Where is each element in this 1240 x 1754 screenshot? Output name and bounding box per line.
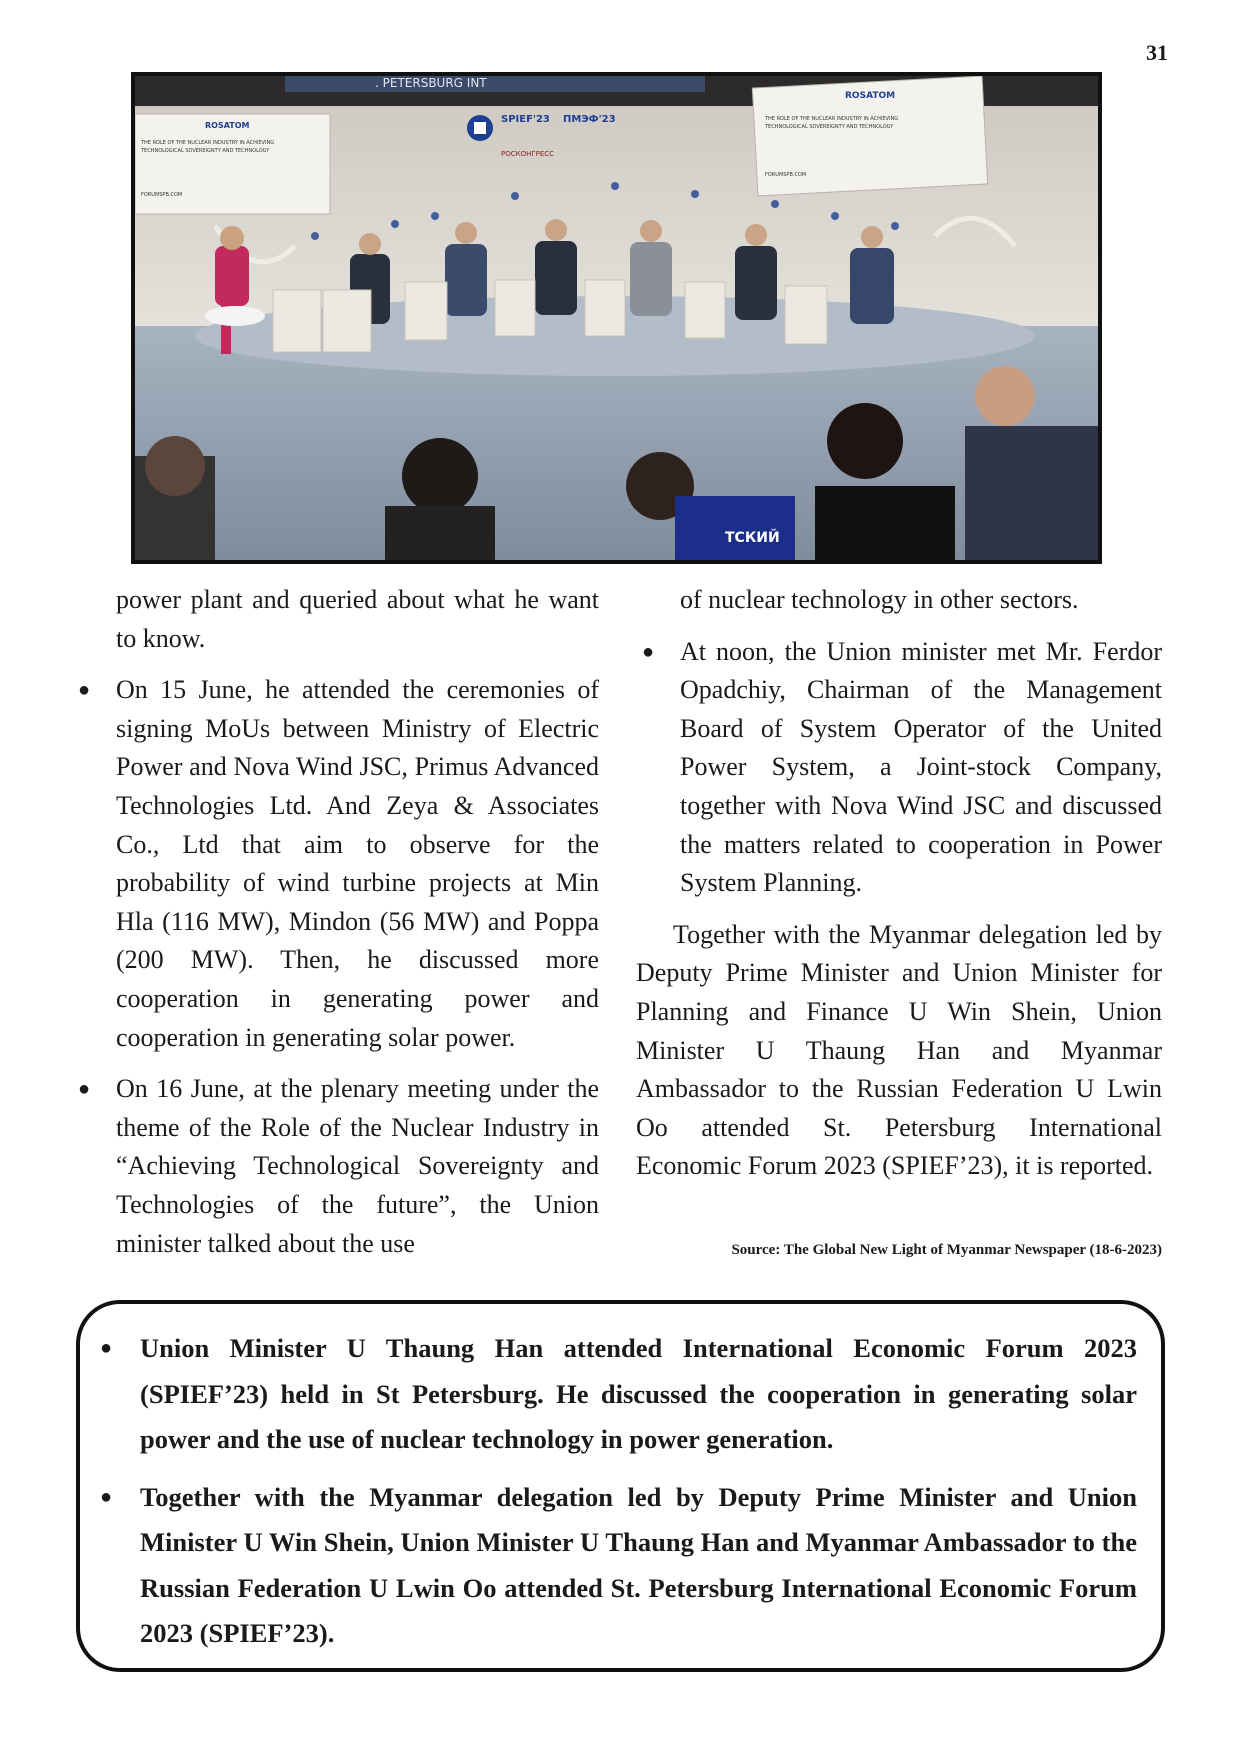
- left-screen: [135, 114, 330, 214]
- left-continuation-text: power plant and queried about what he want to know.: [116, 585, 599, 653]
- bullet-text: On 15 June, he attended the ceremonies of signing MoUs between Ministry of Electric Power and Nova Wind JSC, Primus Advanced Technologies Ltd. And Zeya & Associates Co., Ltd that aim to observe for the probability of wind turbine projects at Min Hla (116 MW), Mindon (56 MW) and Poppa (200 MW). Then, he discussed more cooperation in generating power and cooperation in generating solar power.: [116, 675, 599, 1052]
- source-citation: Source: The Global New Light of Myanmar Newspaper (18-6-2023): [731, 1242, 1162, 1258]
- right-column: [636, 581, 1162, 1186]
- bullet-dot-icon: ●: [78, 1078, 91, 1101]
- svg-text:THE ROLE OF THE NUCLEAR INDUST: THE ROLE OF THE NUCLEAR INDUSTRY IN ACHIEVING: [765, 116, 899, 122]
- panel-discussion-image: [135, 76, 1098, 560]
- svg-text:ROSATOM: ROSATOM: [845, 91, 896, 101]
- left-column: [72, 581, 599, 1263]
- summary-item: [80, 1475, 1137, 1657]
- svg-text:FORUMSPB.COM: FORUMSPB.COM: [765, 172, 807, 178]
- bullet-item: [72, 1070, 599, 1263]
- podium-sign: ТСКИЙ: [725, 530, 780, 546]
- forum-photo: [131, 72, 1102, 564]
- svg-text:TECHNOLOGICAL SOVEREIGNTY AND: TECHNOLOGICAL SOVEREIGNTY AND TECHNOLOGY: [141, 148, 270, 154]
- summary-item: [80, 1326, 1137, 1463]
- summary-box: [76, 1300, 1165, 1672]
- bullet-dot-icon: ●: [78, 679, 91, 702]
- bullet-dot-icon: ●: [100, 1485, 113, 1508]
- bullet-text: At noon, the Union minister met Mr. Ferdor Opadchiy, Chairman of the Management Board of System Operator of the United Power System, a Joint-stock Company, together with Nova Wind JSC and discussed the matters related to cooperation in Power System Planning.: [680, 636, 1162, 898]
- body-paragraph: Together with the Myanmar delegation led by Deputy Prime Minister and Union Minister for Planning and Finance U Win Shein, Union Minister U Thaung Han and Myanmar Ambassador to the Russian Federation U Lwin Oo attended St. Petersburg International Economic Forum 2023 (SPIEF’23), it is reported.: [636, 919, 1162, 1181]
- summary-text: Together with the Myanmar delegation led by Deputy Prime Minister and Union Minister U Win Shein, Union Minister U Thaung Han and Myanmar Ambassador to the Russian Federation U Lwin Oo attended St. Petersburg International Economic Forum 2023 (SPIEF’23).: [140, 1481, 1137, 1648]
- svg-text:THE ROLE OF THE NUCLEAR INDUST: THE ROLE OF THE NUCLEAR INDUSTRY IN ACHIEVING: [141, 140, 275, 146]
- svg-text:ROSATOM: ROSATOM: [205, 121, 250, 130]
- svg-text:ПМЭФ'23: ПМЭФ'23: [563, 114, 616, 125]
- summary-text: Union Minister U Thaung Han attended International Economic Forum 2023 (SPIEF’23) held in St Petersburg. He discussed the cooperation in generating solar power and the use of nuclear technology in power generation.: [140, 1333, 1137, 1454]
- bullet-text: On 16 June, at the plenary meeting under the theme of the Role of the Nuclear Industry in “Achieving Technological Sovereignty and Technologies of the future”, the Union minister talked about the use: [116, 1074, 599, 1258]
- svg-text:TECHNOLOGICAL SOVEREIGNTY AND: TECHNOLOGICAL SOVEREIGNTY AND TECHNOLOGY: [765, 124, 894, 130]
- bullet-item: [72, 671, 599, 1057]
- right-continuation-text: of nuclear technology in other sectors.: [680, 585, 1079, 614]
- bullet-dot-icon: ●: [642, 640, 655, 663]
- svg-text:SPIEF'23: SPIEF'23: [501, 114, 550, 125]
- right-screen: [752, 76, 987, 196]
- bullet-item: [636, 633, 1162, 903]
- bullet-dot-icon: ●: [100, 1337, 113, 1359]
- svg-text:РОСКОНГРЕСС: РОСКОНГРЕСС: [501, 150, 555, 158]
- top-sign-text: . PETERSBURG INT: [375, 76, 487, 90]
- page-number: 31: [1146, 40, 1168, 65]
- svg-text:FORUMSPB.COM: FORUMSPB.COM: [141, 192, 183, 198]
